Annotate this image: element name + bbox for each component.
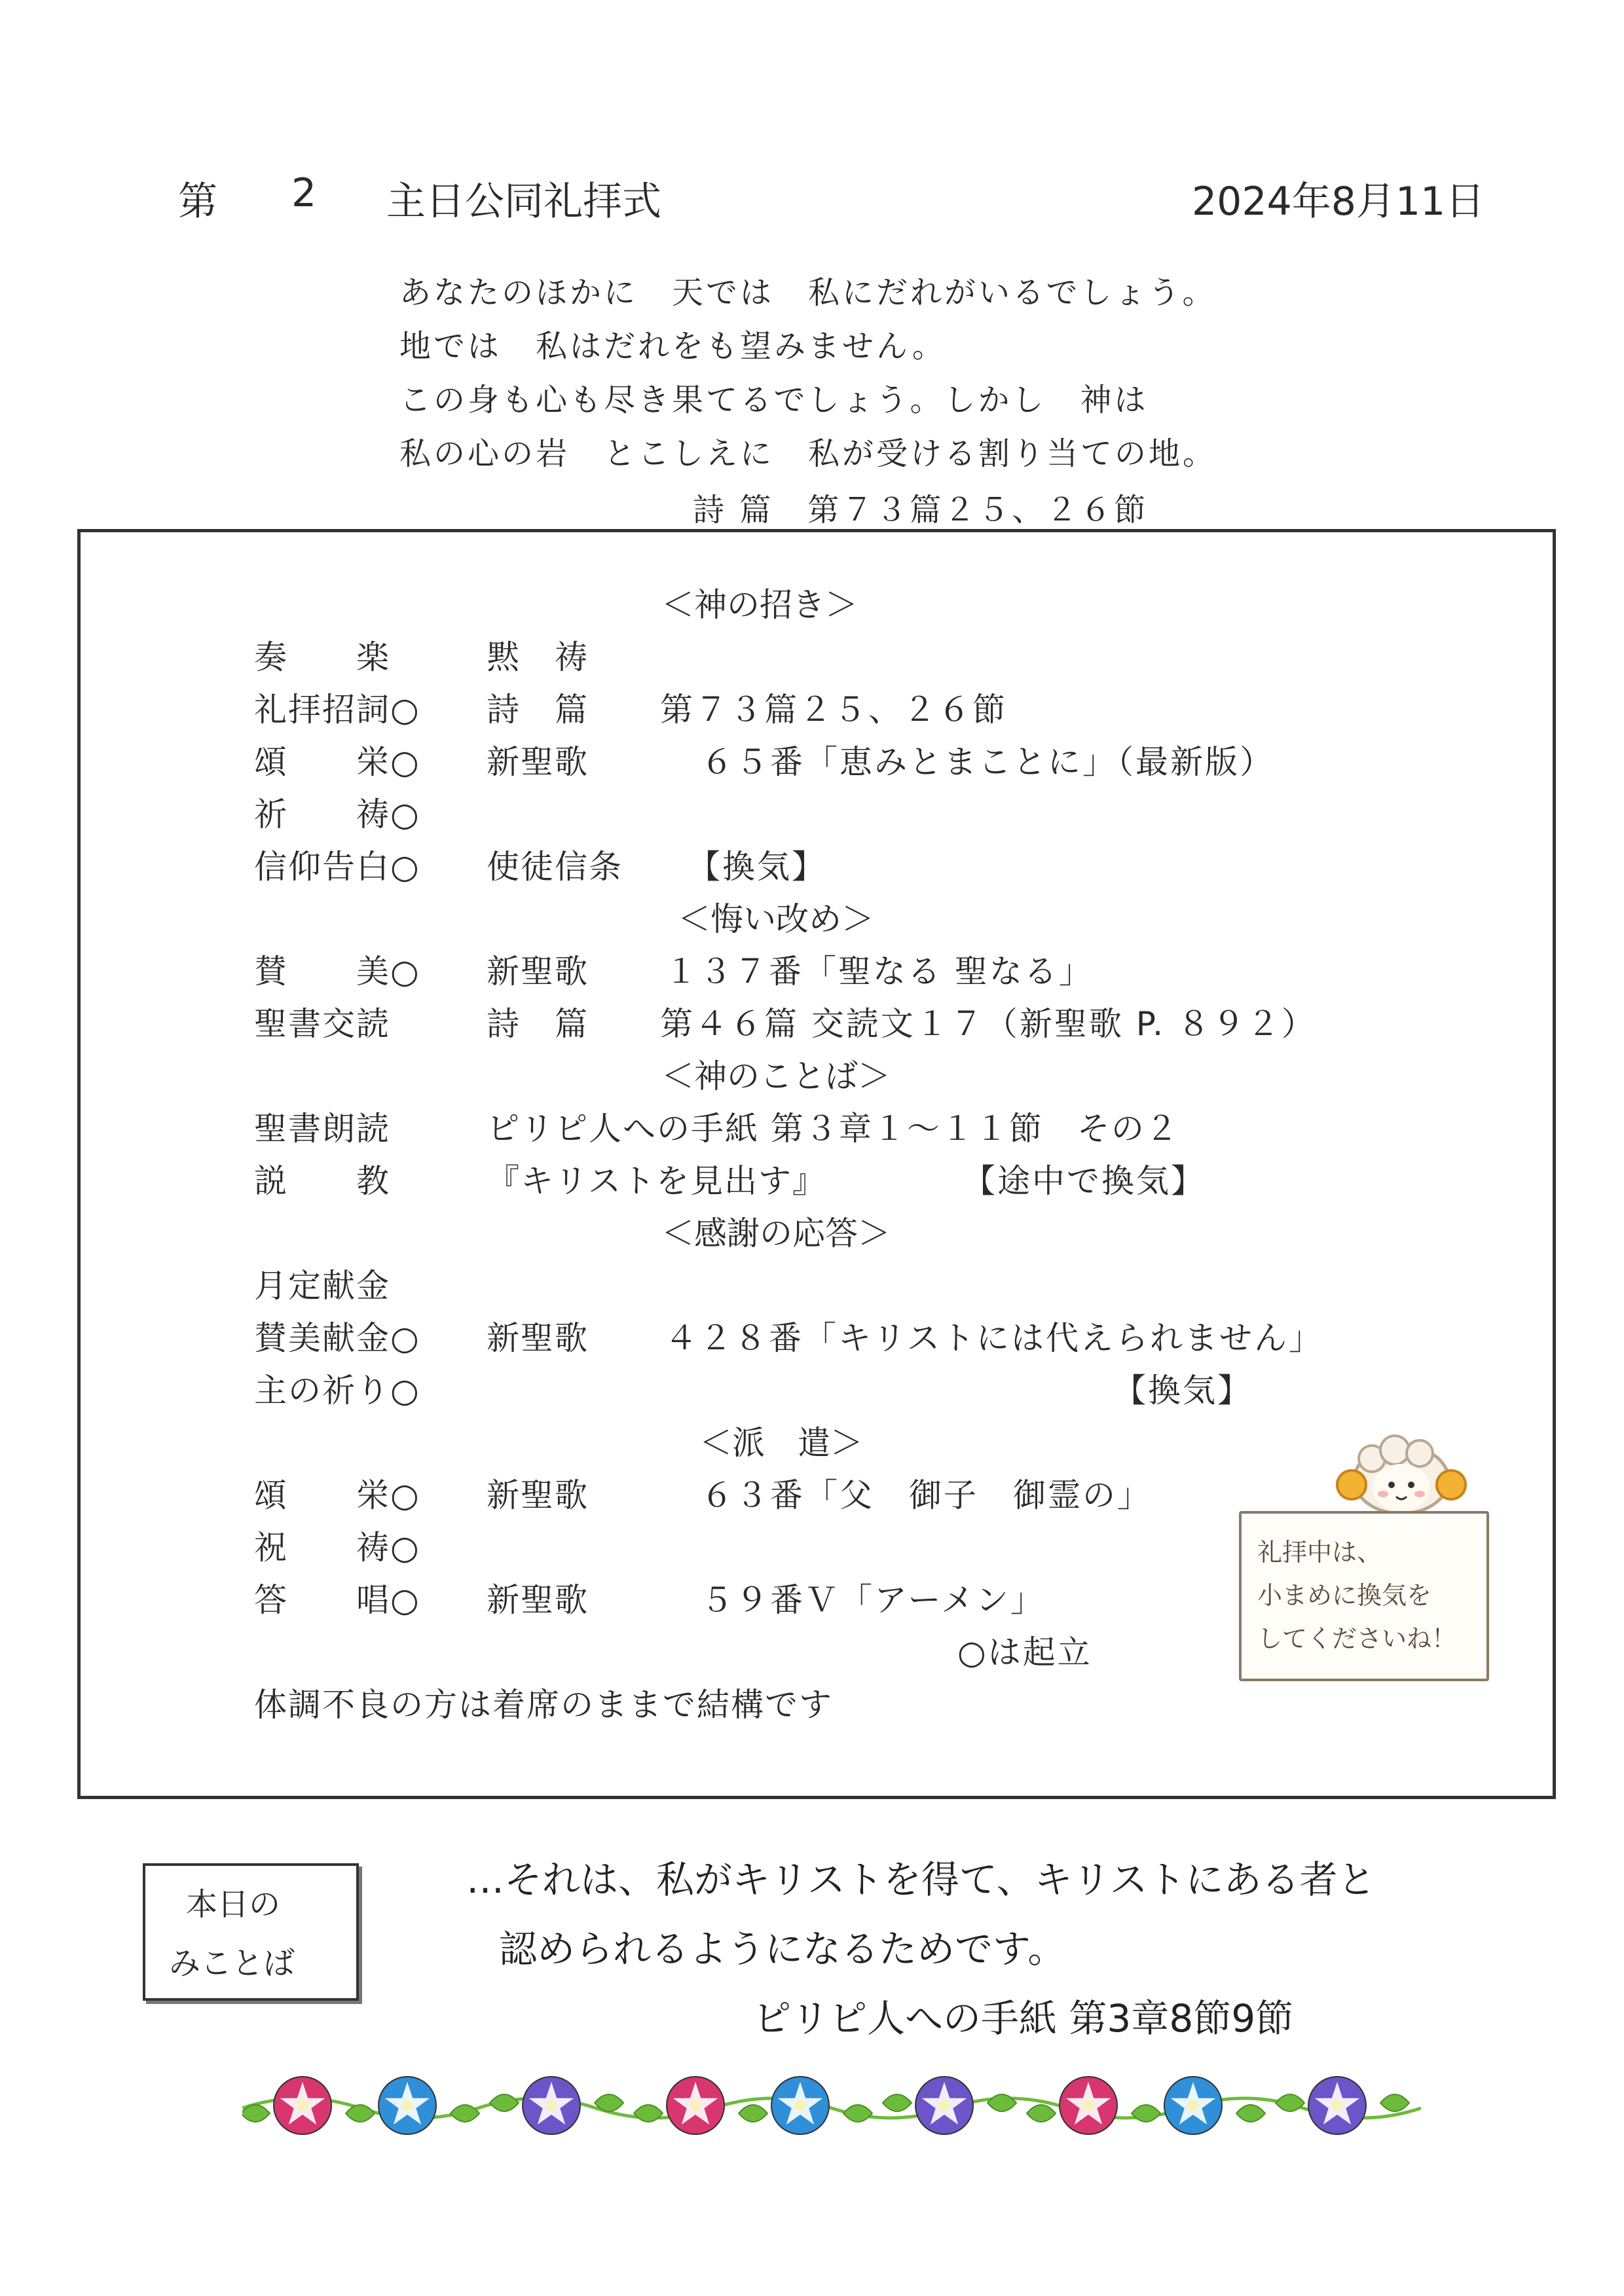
lords-prayer-label: 主の祈り○ [254, 1372, 420, 1410]
leaf-icon [739, 2105, 767, 2122]
praise1-hymn: ６５番「恵みとまことに」（最新版） [701, 743, 1274, 781]
praise-offering-hymn: ４２８番「キリストには代えられません」 [665, 1319, 1323, 1357]
ordinal-prefix: 第 [178, 179, 217, 225]
morning-glory-flower-icon [915, 2077, 973, 2134]
hymn1-label: 賛 美○ [254, 953, 420, 991]
morning-glory-flower-icon [771, 2077, 829, 2134]
quote-reference: ピリピ人への手紙 第3章8節9節 [753, 1996, 1294, 2041]
prayer1-label: 祈 祷○ [254, 795, 420, 833]
section-repentance: ＜悔い改め＞ [678, 900, 874, 938]
morning-glory-garland [242, 2062, 1421, 2147]
prelude-value: 黙 祷 [487, 638, 589, 676]
section-sending: ＜派 遣＞ [699, 1424, 863, 1462]
sheep-icon [1336, 1434, 1467, 1519]
creed-label: 信仰告白○ [254, 848, 420, 886]
creed-value: 使徒信条 [487, 848, 623, 886]
reading-passage: 第４６篇 交読文１７（新聖歌 P. ８９２） [660, 1005, 1316, 1043]
note-line-3: してくださいね！ [1257, 1624, 1457, 1653]
service-date: 2024年8月11日 [1192, 179, 1485, 225]
amen-label: 答 唱○ [254, 1581, 420, 1619]
prelude-label: 奏 楽 [254, 638, 390, 676]
stand-note: ○は起立 [957, 1633, 1092, 1671]
praise-offering-book: 新聖歌 [487, 1319, 589, 1357]
leaf-icon [346, 2105, 375, 2122]
sermon-label: 説 教 [254, 1162, 390, 1200]
scripture-passage: ピリピ人への手紙 第３章１～１１節 その２ [487, 1110, 1179, 1148]
leaf-icon [490, 2094, 519, 2111]
section-thanks: ＜感謝の応答＞ [661, 1214, 891, 1252]
praise1-label: 頌 栄○ [254, 743, 420, 781]
morning-glory-flower-icon [1060, 2077, 1117, 2134]
call-label: 礼拝招詞○ [254, 691, 420, 729]
sermon-ventilation: 【途中で換気】 [963, 1162, 1206, 1200]
blessing-label: 祝 祷○ [254, 1529, 420, 1567]
reading-source: 詩 篇 [487, 1005, 589, 1043]
morning-glory-flower-icon [1308, 2077, 1366, 2134]
scripture-label: 聖書朗読 [254, 1110, 390, 1148]
offering-label: 月定献金 [254, 1267, 390, 1305]
lords-prayer-ventilation: 【換気】 [1113, 1372, 1252, 1410]
morning-glory-flower-icon [274, 2077, 331, 2134]
call-source: 詩 篇 [487, 691, 589, 729]
todays-word-label-1: 本日の [186, 1886, 281, 1923]
morning-glory-flower-icon [378, 2077, 436, 2134]
morning-glory-flower-icon [1164, 2077, 1222, 2134]
hymn1-hymn: １３７番「聖なる 聖なる」 [665, 953, 1094, 991]
doxology-hymn: ６３番「父 御子 御霊の」 [701, 1476, 1152, 1514]
note-line-2: 小まめに換気を [1257, 1581, 1432, 1610]
creed-ventilation: 【換気】 [688, 848, 826, 886]
call-passage: 第７３篇２５、２６節 [660, 691, 1007, 729]
leaf-icon [1236, 2105, 1265, 2122]
quote-line-2: 認められるようになるためです。 [499, 1927, 1066, 1971]
quote-line-1: …それは、私がキリストを得て、キリストにある者と [466, 1857, 1376, 1902]
todays-word-label-2: みことば [169, 1945, 295, 1982]
note-line-1: 礼拝中は、 [1257, 1538, 1382, 1567]
section-call: ＜神の招き＞ [661, 586, 858, 624]
hymn1-book: 新聖歌 [487, 953, 589, 991]
verse-line-3: この身も心も尽き果てるでしょう。しかし 神は [399, 382, 1149, 418]
morning-glory-flower-icon [523, 2077, 580, 2134]
amen-hymn: ５９番Ｖ「アーメン」 [701, 1581, 1045, 1619]
morning-glory-flower-icon [667, 2077, 724, 2134]
amen-book: 新聖歌 [487, 1581, 589, 1619]
verse-line-4: 私の心の岩 とこしえに 私が受ける割り当ての地。 [399, 435, 1217, 472]
sermon-title: 『キリストを見出す』 [487, 1162, 826, 1200]
leaf-icon [1027, 2105, 1056, 2122]
doxology-label: 頌 栄○ [254, 1476, 420, 1514]
verse-line-1: あなたのほかに 天では 私にだれがいるでしょう。 [399, 274, 1217, 311]
ordinal-number: 2 [291, 170, 317, 216]
praise1-book: 新聖歌 [487, 743, 589, 781]
verse-reference: 詩 篇 第７３篇２５、２６節 [693, 492, 1149, 528]
leaf-icon [242, 2105, 270, 2122]
section-word: ＜神のことば＞ [661, 1057, 891, 1095]
leaf-icon [1380, 2094, 1409, 2111]
health-note: 体調不良の方は着席のままで結構です [254, 1686, 833, 1724]
reading-label: 聖書交読 [254, 1005, 390, 1043]
leaf-icon [883, 2094, 912, 2111]
praise-offering-label: 賛美献金○ [254, 1319, 420, 1357]
doxology-book: 新聖歌 [487, 1476, 589, 1514]
leaf-icon [843, 2105, 872, 2122]
service-name: 主日公同礼拝式 [386, 179, 661, 225]
verse-line-2: 地では 私はだれをも望みません。 [399, 328, 946, 365]
